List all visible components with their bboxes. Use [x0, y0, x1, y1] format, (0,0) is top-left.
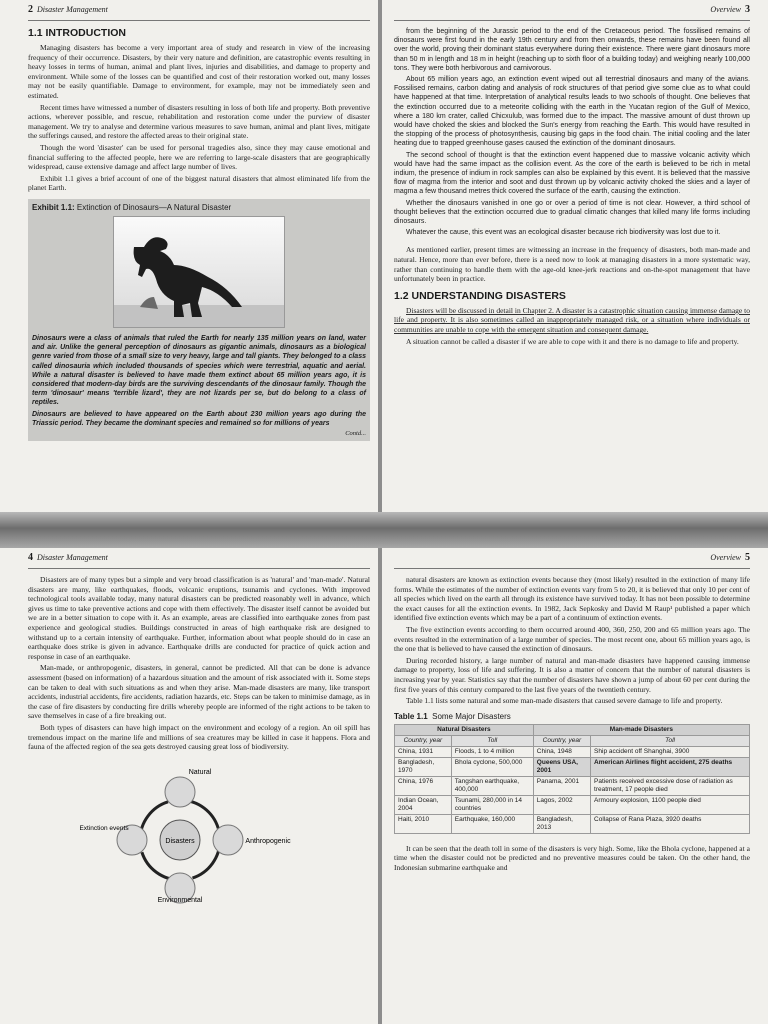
table-cell: Earthquake, 160,000: [451, 814, 533, 833]
table-cell: Bangladesh, 2013: [533, 814, 590, 833]
table-cell: Haiti, 2010: [395, 814, 452, 833]
disasters-table: [394, 724, 750, 834]
page-4: [0, 548, 378, 1024]
diagram-center-label: Disasters: [165, 837, 195, 845]
page-number: 4: [28, 552, 33, 563]
table-cell: China, 1931: [395, 746, 452, 757]
paragraph: Both types of disasters can have high impact on the environment and ecology of a region. An oil spill has tremendous impact on the marine life and millions of sea creatures may be killed in case it happens. Flora and fauna of the affected region of the sea gets destroyed causing great loss of biodiversity.: [28, 722, 370, 752]
exhibit-paragraph: The second school of thought is that the extinction event happened due to massive volcanic activity which would have had the same impact as the collision event. As the core of the earth is believed to be rich in metal indium, the presence of indium in rock samples can also be explained by this event. It is believed that the massive flow of magma from the interior and soot and dust thrown up by volcanic activity choked the skies and a layer of magma a few thousand metres thick covered the surface of the earth, causing the extinction.: [394, 151, 750, 196]
paragraph: Man-made, or anthropogenic, disasters, in general, cannot be predicted. All that can be done is advance assessment (based on information) of a hazardous situation and the amount of risk associated with it. Some steps can be taken to deal with such situations as and when they arise. Man-made disasters are many, like transport accidents, industrial accidents, fire accidents, radiation hazards, etc. Steps can be taken to minimise damage, as in the case of fire disasters by conducting fire drills whereby people are informed of the right actions to be taken to save themselves in case of a fire breaking out.: [28, 663, 370, 721]
table-cell: Ship accident off Shanghai, 3900: [591, 746, 750, 757]
exhibit-box: [28, 199, 370, 441]
diagram-node-label: Anthropogenic: [245, 837, 291, 845]
table-title: Table 1.1 Some Major Disasters: [394, 711, 511, 721]
disaster-types-diagram: [79, 762, 291, 912]
column-header: Toll: [591, 735, 750, 746]
exhibit-title: Exhibit 1.1: Extinction of Dinosaurs—A Natural Disaster: [32, 202, 232, 212]
paragraph: The five extinction events according to them occurred around 400, 360, 250, 200 and 65 million years ago. The events resulted in the extermination of a large number of species. The most recent one, about 65 million years ago, is the one that is believed to have caused the extinction of dinosaurs.: [394, 624, 750, 654]
table-cell: Indian Ocean, 2004: [395, 795, 452, 814]
diagram-node-label: Environmental: [157, 896, 203, 904]
column-header: Country, year: [533, 735, 590, 746]
table-cell: China, 1976: [395, 776, 452, 795]
paragraph: A situation cannot be called a disaster if we are able to cope with it and there is no damage to life and property.: [406, 336, 739, 346]
running-head: [394, 0, 750, 21]
paragraph: Disasters are of many types but a simple and very broad classification is as 'natural' and 'man-made'. Natural disasters are many, like earthquakes, floods, volcanic eruptions, tsunamis and cyclones. With improved technological tools available today, many natural disasters can be predicted reasonably well in advance, which gives us time to take preventive actions and cope with them effectively. The disaster itself cannot be avoided but we are in a better situation to cope with it. As an example, areas are classified into earthquake zones from past experience and geological studies. Buildings constructed in areas of high earthquake risk are designed to withstand up to a certain intensity of earthquake. Further, information about what people should do in case an earthquake does strike is given in advance. Earthquake drills are conducted for practice of quick action and response in case of an earthquake.: [28, 575, 370, 661]
table-row: [395, 795, 750, 814]
diagram-node-label: Natural: [188, 768, 212, 776]
running-head: [28, 0, 370, 21]
running-head: [394, 548, 750, 569]
table-cell: China, 1948: [533, 746, 590, 757]
exhibit-paragraph: Dinosaurs are believed to have appeared on the Earth about 230 million years ago during the Triassic period. They became the dominant species and remained so for millions of years: [32, 410, 366, 427]
column-header: Country, year: [395, 735, 452, 746]
section-title: 1.1 INTRODUCTION: [28, 27, 127, 39]
exhibit-paragraph: from the beginning of the Jurassic period to the end of the Cretaceous period. The fossilised remains of dinosaurs were first found in the early 19th century and from then onwards, these remains have been found all over the world, proving their dominant status everywhere during their existence. There were giant dinosaurs more than 50 m in length and 18 m in height (reaching up to sixth floor of a building today) and weighing nearly 100,000 tons. They were both herbivorous and carnivorous.: [394, 28, 750, 72]
table-cell: Tsunami, 280,000 in 14 countries: [451, 795, 533, 814]
paragraph: Though the word 'disaster' can be used for personal tragedies also, since they may cause emotional and financial suffering to the affected people, here we are referring to large-scale disasters that are geographically widespread, cause extensive damage and affect large number of lives.: [28, 142, 370, 172]
table-cell: Panama, 2001: [533, 776, 590, 795]
table-cell: Tangshan earthquake, 400,000: [451, 776, 533, 795]
table-cell: Bangladesh, 1970: [395, 757, 452, 776]
page-2: [0, 0, 378, 512]
table-row: [395, 776, 750, 795]
exhibit-paragraph: About 65 million years ago, an extinction event wiped out all terrestrial dinosaurs and many of the avians. Fossilised remains, carbon dating and analysis of rock structures of that period give some clue as to what could have happened at that time. Interpretation of analytical results leads to two schools of thought. One believes that the extinction occurred due to a meteorite colliding with the earth in the Yucatan region of the Gulf of Mexico, where a 180 km crater, called Chicxulub, was formed due to the impact. The massive amount of dust thrown up would have choked the skies and blocked the Sun's energy from reaching the Earth. This would have resulted in the stopping of the process of photosynthesis, causing big gaps in the food chain. The initial cooling and the later heating due to trapped greenhouse gases caused the extinction of the dominant dinosaurs.: [394, 76, 750, 148]
exhibit-paragraph: Whatever the cause, this event was an ecological disaster because rich biodiversity was lost due to it.: [406, 229, 721, 237]
continued-note: Contd...: [345, 429, 366, 437]
running-head-title: Overview: [710, 553, 741, 562]
table-group-header: Natural Disasters: [395, 724, 534, 735]
table-cell: Bhola cyclone, 500,000: [451, 757, 533, 776]
paragraph: It can be seen that the death toll in some of the disasters is very high. Some, like the Bhola cyclone, happened at a time when the disaster could not be predicted and no preventive measures could be taken. On the other hand, the Indonesian submarine earthquake and: [394, 843, 750, 872]
paragraph: As mentioned earlier, present times are witnessing an increase in the frequency of disasters, both man-made and natural. Hence, more than ever before, there is a need now to look at managing disasters in a more systematic way, rather than continuing to handle them with the age-old knee-jerk reactions and on-the-spot management that have unfortunately been in practice.: [394, 245, 750, 284]
column-header: Toll: [451, 735, 533, 746]
spread-bottom: [0, 548, 768, 1024]
table-group-header: Man-made Disasters: [533, 724, 749, 735]
paragraph: Exhibit 1.1 gives a brief account of one of the biggest natural disasters that almost eliminated life from the planet Earth.: [28, 173, 370, 193]
table-cell: Armoury explosion, 1100 people died: [591, 795, 750, 814]
page-number: 5: [745, 552, 750, 563]
dinosaur-image: [113, 216, 285, 328]
page-number: 3: [745, 4, 750, 15]
section-title: 1.2 UNDERSTANDING DISASTERS: [394, 289, 566, 302]
page-5: [382, 548, 768, 1024]
table-cell: Collapse of Rana Plaza, 3920 deaths: [591, 814, 750, 833]
paragraph: Recent times have witnessed a number of disasters resulting in loss of both life and property. Both preventive actions, wherever possible, and rescue, rehabilitation and restoration come under the purview of disaster management. We try to analyse and determine various measures to save human, animal and plant lives, mitigate the sufferings caused, and restore the affected areas to their original state.: [28, 102, 370, 141]
exhibit-paragraph: Whether the dinosaurs vanished in one go or over a period of time is not clear. However, a third school of thought believes that the extinction occurred due to gradual climatic changes that killed many life forms including dinosaurs.: [394, 199, 750, 226]
paragraph: Managing disasters has become a very important area of study and research in view of the increasing frequency of their occurrence. Disasters, by their very nature and definition, are catastrophic events resulting in heavy losses in terms of human, animal and plant lives, injuries and disabilities, and damage to property and environment. While some of the losses can be quantified and cost of their restoration worked out, many losses may not be easily quantifiable. Damage to environment, for example, may not be immediately seen and estimated.: [28, 43, 370, 100]
paragraph: Table 1.1 lists some natural and some man-made disasters that caused severe damage to life and property.: [406, 696, 723, 706]
diagram-node-label: Extinction events: [79, 824, 129, 832]
table-cell: American Airlines flight accident, 275 deaths: [591, 757, 750, 776]
table-row: [395, 757, 750, 776]
paragraph-underlined: Disasters will be discussed in detail in Chapter 2. A disaster is a catastrophic situation causing immense damage to life and property. It is also sometimes called an inappropriately managed risk, or a situation where individuals or communities are unable to cope with the emergent situation and consequent damage.: [394, 305, 750, 335]
exhibit-paragraph: Dinosaurs were a class of animals that ruled the Earth for nearly 135 million years on land, water and air. Unlike the general perception of dinosaurs as gigantic animals, dinosaurs as a biological genre varied from those of a small size to very heavy, large and tall giants. They belonged to a class called dinosauria which included thousands of species which were terrestrial, aquatic and aerial. While a natural disaster is believed to have made them extinct about 65 million years ago, it is considered that modern-day birds are the surviving descendants of the dinosaur family. Though the term 'dinosaur' means 'terrible lizard', they are not lizards per se, but do belong to a class of reptiles.: [32, 334, 366, 407]
table-cell: Queens USA, 2001: [533, 757, 590, 776]
table-row: [395, 814, 750, 833]
running-head: [28, 548, 370, 569]
paragraph: During recorded history, a large number of natural and man-made disasters have happened causing immense damage to property, loss of life and suffering. It is also a matter of concern that the number of natural disasters is increasing year by year. Statistics say that the number of disasters have shown a jump of about 60 per cent during the first five years of this century compared to the last five years of the twentieth century.: [394, 655, 750, 694]
table-row: [395, 746, 750, 757]
page-number: 2: [28, 4, 33, 15]
page-gap: [0, 512, 768, 548]
table-cell: Lagos, 2002: [533, 795, 590, 814]
running-head-title: Disaster Management: [37, 5, 108, 14]
running-head-title: Overview: [710, 5, 741, 14]
table-cell: Floods, 1 to 4 million: [451, 746, 533, 757]
paragraph: natural disasters are known as extinction events because they (most likely) resulted in the extinction of many life forms. While the estimates of the number of extinction events vary from 5 to 20, it is believed that only 10 per cent of all species which lived on the earth all through its existence have survived today. It has not been possible to determine the exact causes for all the extinction events. In 1982, Jack Sepkosky and David M Raup¹ published a paper which identified five extinction events which may be a part of a continuum of extinction events.: [394, 575, 750, 623]
table-cell: Patients received excessive dose of radiation as treatment, 17 people died: [591, 776, 750, 795]
running-head-title: Disaster Management: [37, 553, 108, 562]
page-3: [382, 0, 768, 512]
